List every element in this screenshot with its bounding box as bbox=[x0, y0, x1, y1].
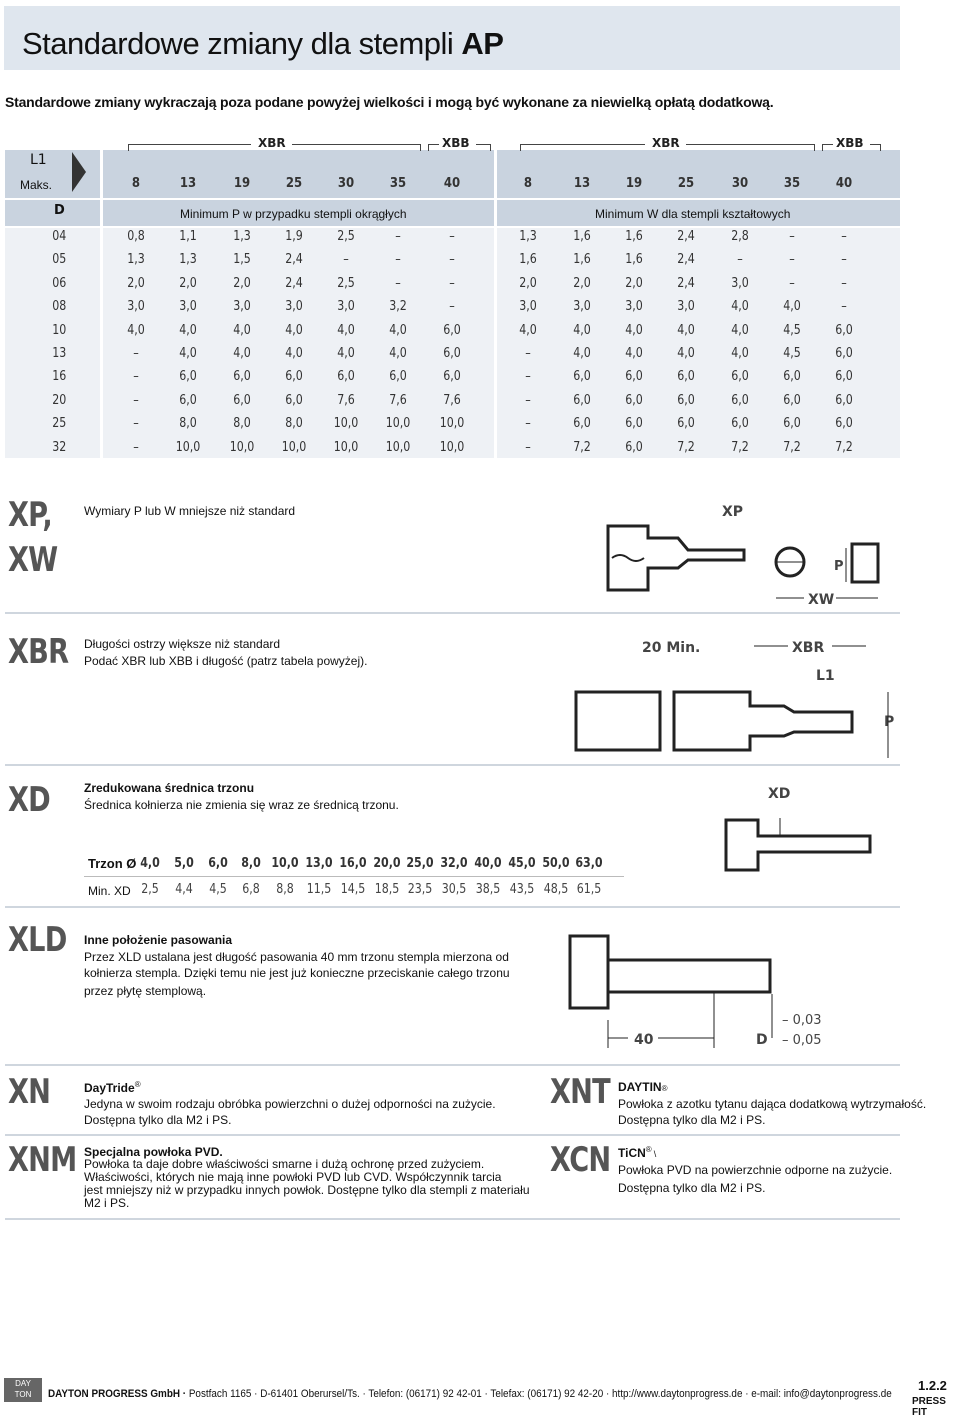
xn-line1: Jedyna w swoim rodzaju obróbka powierzchni o dużej odporności na zużycie. bbox=[84, 1097, 496, 1111]
xld-line1: Przez XLD ustalana jest długość pasowania 40 mm trzonu stempla mierzona od bbox=[84, 950, 509, 964]
left-value-cell: 6,0 bbox=[233, 392, 251, 408]
left-value-cell: 6,0 bbox=[443, 369, 461, 385]
l1-header-cell: 8 bbox=[131, 176, 141, 191]
fig-xw-label: XW bbox=[808, 592, 835, 608]
l1-header-cell: 13 bbox=[573, 176, 591, 191]
fig-d-label: D bbox=[756, 1032, 768, 1048]
min-xd-value: 11,5 bbox=[306, 882, 332, 897]
left-value-cell: 0,8 bbox=[127, 229, 145, 244]
xd-row-divider bbox=[84, 876, 624, 877]
trzon-value: 25,0 bbox=[406, 856, 435, 871]
fig-xd-label: XD bbox=[768, 786, 791, 802]
xd-figure bbox=[720, 778, 900, 878]
right-value-cell: 6,0 bbox=[783, 392, 801, 408]
min-xd-value: 30,5 bbox=[441, 882, 467, 897]
left-value-cell: 10,0 bbox=[333, 416, 359, 432]
xld-figure bbox=[560, 920, 900, 1052]
left-value-cell: 1,3 bbox=[233, 229, 251, 244]
xld-line3: przez płytę stemplową. bbox=[84, 984, 207, 998]
divider bbox=[5, 1134, 900, 1136]
right-value-cell: – bbox=[525, 369, 531, 385]
xbb-bracket-left bbox=[428, 144, 439, 151]
l1-header-cell: 30 bbox=[337, 176, 355, 191]
xcn-code: XCN bbox=[550, 1140, 611, 1180]
l1-header-cell: 19 bbox=[625, 176, 643, 191]
left-value-cell: – bbox=[395, 275, 401, 291]
left-value-cell: 4,0 bbox=[389, 322, 407, 338]
trzon-value: 16,0 bbox=[339, 856, 367, 871]
table-divider bbox=[100, 150, 103, 458]
left-value-cell: 4,0 bbox=[337, 322, 355, 338]
page-number: 1.2.2 bbox=[918, 1378, 947, 1393]
right-value-cell: 6,0 bbox=[783, 369, 801, 385]
xnt-line1: Powłoka z azotku tytanu dająca dodatkową wytrzymałość. bbox=[618, 1097, 927, 1111]
left-value-cell: 4,0 bbox=[337, 346, 355, 361]
right-value-cell: 1,6 bbox=[519, 252, 537, 268]
right-value-cell: 4,0 bbox=[573, 322, 591, 338]
left-value-cell: – bbox=[343, 252, 349, 268]
xd-title: Zredukowana średnica trzonu bbox=[84, 781, 255, 795]
l1-header-cell: 19 bbox=[233, 176, 251, 191]
d-value-cell: 32 bbox=[52, 439, 67, 455]
right-value-cell: 2,0 bbox=[519, 275, 537, 291]
left-value-cell: 8,0 bbox=[233, 416, 251, 432]
xbr-label: XBR bbox=[652, 136, 680, 150]
min-xd-label: Min. XD bbox=[88, 884, 131, 898]
l1-header-cell: 40 bbox=[443, 176, 461, 191]
right-value-cell: 1,6 bbox=[625, 229, 643, 244]
right-value-cell: – bbox=[525, 416, 531, 432]
right-caption: Minimum W dla stempli kształtowych bbox=[595, 207, 791, 221]
right-value-cell: 3,0 bbox=[731, 275, 749, 291]
left-value-cell: – bbox=[449, 252, 455, 268]
right-value-cell: – bbox=[789, 252, 795, 268]
left-value-cell: 10,0 bbox=[439, 439, 465, 455]
d-value-cell: 25 bbox=[52, 416, 67, 432]
trzon-value: 40,0 bbox=[474, 856, 502, 871]
right-value-cell: 6,0 bbox=[783, 416, 801, 432]
right-value-cell: 6,0 bbox=[835, 416, 853, 432]
d-value-cell: 20 bbox=[52, 392, 67, 408]
l1-header-cell: 30 bbox=[731, 176, 749, 191]
right-value-cell: 4,0 bbox=[783, 299, 801, 315]
right-value-cell: 7,2 bbox=[783, 439, 801, 455]
maks-label: Maks. bbox=[20, 178, 53, 192]
left-value-cell: 6,0 bbox=[389, 369, 407, 385]
left-value-cell: 6,0 bbox=[337, 369, 355, 385]
left-value-cell: 4,0 bbox=[389, 346, 407, 361]
left-value-cell: 2,4 bbox=[285, 275, 303, 291]
right-value-cell: 2,4 bbox=[677, 229, 695, 244]
right-value-cell: 7,2 bbox=[677, 439, 695, 455]
xn-line2: Dostępna tylko dla M2 i PS. bbox=[84, 1113, 232, 1127]
left-value-cell: 10,0 bbox=[281, 439, 307, 455]
right-value-cell: 3,0 bbox=[573, 299, 591, 315]
xbr-bracket-left bbox=[520, 144, 645, 151]
xn-code: XN bbox=[8, 1072, 51, 1112]
left-value-cell: 8,0 bbox=[285, 416, 303, 432]
d-value-cell: 04 bbox=[52, 229, 67, 244]
xld-code: XLD bbox=[8, 920, 67, 960]
l1-header-cell: 25 bbox=[677, 176, 695, 191]
right-value-cell: – bbox=[841, 252, 847, 268]
xp-text: Wymiary P lub W mniejsze niż standard bbox=[84, 504, 296, 518]
xnt-code: XNT bbox=[550, 1072, 610, 1112]
right-value-cell: 7,2 bbox=[731, 439, 749, 455]
xbr-bracket-right bbox=[686, 144, 815, 151]
left-value-cell: 6,0 bbox=[285, 392, 303, 408]
fig-l1-label: L1 bbox=[816, 668, 835, 684]
right-value-cell: 6,0 bbox=[625, 369, 643, 385]
fig-40-label: 40 bbox=[634, 1032, 654, 1048]
xbb-bracket-right bbox=[476, 144, 491, 151]
subtitle: Standardowe zmiany wykraczają poza podane powyżej wielkości i mogą być wykonane za niewielką opłatą dodatkową. bbox=[5, 94, 774, 110]
press-fit-label: PRESS FIT bbox=[912, 1396, 946, 1418]
right-value-cell: 4,0 bbox=[625, 346, 643, 361]
right-value-cell: 6,0 bbox=[835, 346, 853, 361]
fig-min-label: 20 Min. bbox=[642, 640, 701, 656]
dayton-logo: DAY TON bbox=[4, 1378, 42, 1402]
xnt-title: DAYTIN® bbox=[618, 1080, 668, 1094]
left-value-cell: 7,6 bbox=[337, 392, 355, 408]
xw-code: XW bbox=[8, 540, 58, 580]
min-xd-value: 38,5 bbox=[475, 882, 501, 897]
left-value-cell: – bbox=[133, 346, 139, 361]
left-value-cell: 6,0 bbox=[443, 346, 461, 361]
l1-header-cell: 8 bbox=[523, 176, 533, 191]
left-value-cell: 4,0 bbox=[233, 346, 251, 361]
left-value-cell: 4,0 bbox=[285, 346, 303, 361]
right-value-cell: 1,6 bbox=[625, 252, 643, 268]
min-xd-value: 23,5 bbox=[408, 882, 433, 897]
right-value-cell: 1,6 bbox=[573, 252, 591, 268]
right-value-cell: – bbox=[841, 229, 847, 244]
trzon-label: Trzon Ø bbox=[88, 856, 137, 871]
right-value-cell: 1,6 bbox=[573, 229, 591, 244]
table-divider bbox=[494, 150, 497, 458]
l1-header-cell: 40 bbox=[835, 176, 853, 191]
left-value-cell: 2,5 bbox=[337, 229, 355, 244]
right-value-cell: 6,0 bbox=[625, 392, 643, 408]
left-value-cell: – bbox=[395, 252, 401, 268]
right-value-cell: – bbox=[789, 275, 795, 291]
right-value-cell: 4,0 bbox=[573, 346, 591, 361]
divider bbox=[5, 1064, 900, 1066]
right-value-cell: 6,0 bbox=[731, 416, 749, 432]
left-value-cell: 10,0 bbox=[229, 439, 255, 455]
d-value-cell: 16 bbox=[52, 369, 67, 385]
left-value-cell: 3,0 bbox=[179, 299, 197, 315]
left-value-cell: – bbox=[395, 229, 401, 244]
table-divider bbox=[5, 198, 900, 200]
left-value-cell: 3,0 bbox=[337, 299, 355, 315]
fig-p-label: P bbox=[834, 559, 844, 574]
divider bbox=[5, 1218, 900, 1220]
left-value-cell: – bbox=[449, 299, 455, 315]
arrow-right-icon bbox=[72, 152, 86, 192]
min-xd-value: 48,5 bbox=[543, 882, 568, 897]
min-xd-value: 6,8 bbox=[242, 882, 261, 897]
right-value-cell: 4,0 bbox=[677, 322, 695, 338]
xd-code: XD bbox=[8, 780, 50, 820]
left-value-cell: 10,0 bbox=[385, 439, 411, 455]
right-value-cell: – bbox=[841, 275, 847, 291]
right-value-cell: 1,3 bbox=[519, 229, 537, 244]
left-value-cell: 6,0 bbox=[179, 369, 197, 385]
trzon-value: 45,0 bbox=[508, 856, 536, 871]
min-xd-value: 43,5 bbox=[509, 882, 535, 897]
xbb-label: XBB bbox=[442, 136, 470, 150]
d-value-cell: 06 bbox=[52, 275, 67, 291]
trzon-value: 10,0 bbox=[271, 856, 299, 871]
right-value-cell: 6,0 bbox=[835, 369, 853, 385]
min-xd-value: 18,5 bbox=[374, 882, 399, 897]
xbb-bracket-right bbox=[870, 144, 881, 151]
left-value-cell: 3,0 bbox=[285, 299, 303, 315]
left-value-cell: 6,0 bbox=[233, 369, 251, 385]
left-value-cell: – bbox=[449, 229, 455, 244]
xbb-label: XBB bbox=[836, 136, 864, 150]
l1-header-cell: 35 bbox=[389, 176, 407, 191]
fig-tol1: – 0,03 bbox=[782, 1013, 822, 1028]
left-value-cell: 10,0 bbox=[385, 416, 411, 432]
divider bbox=[5, 764, 900, 766]
xn-title: DayTride® bbox=[84, 1080, 141, 1095]
right-value-cell: 4,5 bbox=[783, 322, 801, 338]
left-value-cell: 7,6 bbox=[443, 392, 461, 408]
right-value-cell: – bbox=[525, 346, 531, 361]
xcn-line1: Powłoka PVD na powierzchnie odporne na zużycie. bbox=[618, 1163, 893, 1177]
trzon-value: 6,0 bbox=[207, 856, 228, 871]
d-value-cell: 08 bbox=[52, 299, 67, 315]
left-value-cell: 3,2 bbox=[389, 299, 407, 315]
min-xd-value: 4,5 bbox=[208, 882, 227, 897]
left-value-cell: 3,0 bbox=[233, 299, 251, 315]
xbr-bracket-right bbox=[292, 144, 421, 151]
d-value-cell: 10 bbox=[52, 322, 67, 338]
l1-header-cell: 13 bbox=[179, 176, 197, 191]
xp-code: XP, bbox=[8, 495, 52, 535]
right-value-cell: 2,0 bbox=[625, 275, 643, 291]
xbr-text: Podać XBR lub XBB i długość (patrz tabela powyżej). bbox=[84, 654, 368, 668]
min-xd-value: 61,5 bbox=[577, 882, 602, 897]
left-value-cell: 8,0 bbox=[179, 416, 197, 432]
xnm-title: Specjalna powłoka PVD. bbox=[84, 1145, 223, 1159]
right-value-cell: 6,0 bbox=[835, 392, 853, 408]
left-value-cell: 4,0 bbox=[285, 322, 303, 338]
xnm-line1: Powłoka ta daje dobre właściwości smarne i dużą ochronę przed zużyciem. bbox=[84, 1157, 485, 1171]
right-value-cell: 6,0 bbox=[625, 416, 643, 432]
right-value-cell: 3,0 bbox=[677, 299, 695, 315]
trzon-value: 63,0 bbox=[575, 856, 604, 871]
min-xd-value: 2,5 bbox=[141, 882, 159, 897]
right-value-cell: 4,0 bbox=[625, 322, 643, 338]
xd-text: Średnica kołnierza nie zmienia się wraz ze średnicą trzonu. bbox=[84, 798, 399, 812]
fig-tol2: – 0,05 bbox=[782, 1033, 822, 1048]
right-value-cell: 6,0 bbox=[677, 416, 695, 432]
footer-address: DAYTON PROGRESS GmbH · Postfach 1165 · D-61401 Oberursel/Ts. · Telefon: (06171) 92 42-01 · Telefax: (06171) 92 42-20 · http://www.daytonprogress.de · e-mail: info@daytonprogress.de bbox=[48, 1388, 892, 1400]
right-value-cell: – bbox=[789, 229, 795, 244]
xnt-line2: Dostępna tylko dla M2 i PS. bbox=[618, 1113, 766, 1127]
divider bbox=[5, 612, 900, 614]
l1-header-cell: 35 bbox=[783, 176, 801, 191]
d-value-cell: 13 bbox=[52, 346, 67, 361]
trzon-value: 4,0 bbox=[140, 856, 160, 871]
right-value-cell: 3,0 bbox=[519, 299, 537, 315]
left-value-cell: 4,0 bbox=[233, 322, 251, 338]
left-value-cell: 1,3 bbox=[179, 252, 197, 268]
right-value-cell: 4,0 bbox=[677, 346, 695, 361]
xcn-line2: Dostępna tylko dla M2 i PS. bbox=[618, 1181, 766, 1195]
left-value-cell: 10,0 bbox=[333, 439, 359, 455]
right-value-cell: 4,0 bbox=[731, 322, 749, 338]
xbr-bracket-left bbox=[128, 144, 251, 151]
left-value-cell: 1,9 bbox=[285, 229, 303, 244]
right-value-cell: 2,4 bbox=[677, 275, 695, 291]
xbr-title: Długości ostrzy większe niż standard bbox=[84, 637, 281, 651]
trzon-value: 13,0 bbox=[305, 856, 333, 871]
right-value-cell: 4,0 bbox=[519, 322, 537, 338]
left-caption: Minimum P w przypadku stempli okrągłych bbox=[180, 207, 407, 221]
left-value-cell: 7,6 bbox=[389, 392, 407, 408]
table-divider bbox=[5, 226, 900, 228]
right-value-cell: 2,8 bbox=[731, 229, 749, 244]
l1-header-cell: 25 bbox=[285, 176, 303, 191]
left-value-cell: 6,0 bbox=[179, 392, 197, 408]
l1-label: L1 bbox=[30, 152, 47, 168]
left-value-cell: 2,4 bbox=[285, 252, 303, 268]
left-value-cell: 6,0 bbox=[285, 369, 303, 385]
right-value-cell: 7,2 bbox=[573, 439, 591, 455]
right-value-cell: 6,0 bbox=[625, 439, 643, 455]
right-value-cell: 6,0 bbox=[677, 392, 695, 408]
trzon-value: 50,0 bbox=[541, 856, 570, 871]
xnm-line3: jest mniejszy niż w przypadku innych powłok. Dostępne tylko dla stempli z materiału bbox=[84, 1183, 530, 1197]
left-value-cell: 4,0 bbox=[179, 322, 197, 338]
left-value-cell: 2,0 bbox=[127, 275, 145, 291]
left-value-cell: – bbox=[449, 275, 455, 291]
right-value-cell: 6,0 bbox=[573, 369, 591, 385]
right-value-cell: – bbox=[737, 252, 743, 268]
trzon-value: 8,0 bbox=[241, 856, 262, 871]
trzon-value: 5,0 bbox=[174, 856, 194, 871]
trzon-value: 32,0 bbox=[440, 856, 468, 871]
left-value-cell: – bbox=[133, 439, 139, 455]
d-label: D bbox=[54, 203, 65, 218]
xbb-bracket-left bbox=[822, 144, 833, 151]
left-value-cell: 3,0 bbox=[127, 299, 145, 315]
xnm-line2: Właściwości, których nie mają inne powłoki PVD lub CVD. Współczynnik tarcia bbox=[84, 1170, 502, 1184]
xnm-line4: M2 i PS. bbox=[84, 1196, 130, 1210]
xbr-label: XBR bbox=[258, 136, 286, 150]
xbr-code: XBR bbox=[8, 632, 69, 672]
right-value-cell: 2,4 bbox=[677, 252, 695, 268]
left-value-cell: – bbox=[133, 369, 139, 385]
left-value-cell: 2,0 bbox=[179, 275, 197, 291]
right-value-cell: – bbox=[525, 439, 531, 455]
left-value-cell: 2,5 bbox=[337, 275, 355, 291]
xnm-code: XNM bbox=[8, 1140, 77, 1180]
min-xd-value: 4,4 bbox=[175, 882, 193, 897]
fig-xbr-label: XBR bbox=[792, 640, 825, 656]
right-value-cell: 4,0 bbox=[731, 346, 749, 361]
left-value-cell: 10,0 bbox=[175, 439, 201, 455]
trzon-value: 20,0 bbox=[372, 856, 401, 871]
right-value-cell: 6,0 bbox=[677, 369, 695, 385]
xp-figure bbox=[600, 498, 900, 610]
right-value-cell: 3,0 bbox=[625, 299, 643, 315]
right-value-cell: 2,0 bbox=[573, 275, 591, 291]
left-value-cell: 10,0 bbox=[439, 416, 465, 432]
fig-xp-label: XP bbox=[722, 504, 744, 520]
left-value-cell: 6,0 bbox=[443, 322, 461, 338]
xcn-title: TiCN® \ bbox=[618, 1145, 657, 1160]
min-xd-value: 8,8 bbox=[276, 882, 294, 897]
left-value-cell: 1,3 bbox=[127, 252, 145, 268]
left-value-cell: 4,0 bbox=[179, 346, 197, 361]
left-value-cell: – bbox=[133, 392, 139, 408]
left-value-cell: 2,0 bbox=[233, 275, 251, 291]
right-value-cell: – bbox=[525, 392, 531, 408]
right-value-cell: 6,0 bbox=[835, 322, 853, 338]
right-value-cell: 6,0 bbox=[731, 369, 749, 385]
left-value-cell: 4,0 bbox=[127, 322, 145, 338]
page-title: Standardowe zmiany dla stempli AP bbox=[22, 26, 504, 61]
right-value-cell: 6,0 bbox=[731, 392, 749, 408]
right-value-cell: 6,0 bbox=[573, 416, 591, 432]
min-xd-value: 14,5 bbox=[340, 882, 366, 897]
right-value-cell: 7,2 bbox=[835, 439, 853, 455]
fig-p-label: P bbox=[884, 714, 895, 730]
left-value-cell: – bbox=[133, 416, 139, 432]
right-value-cell: 4,5 bbox=[783, 346, 801, 361]
xbr-figure bbox=[570, 632, 900, 762]
right-value-cell: 6,0 bbox=[573, 392, 591, 408]
xld-title: Inne położenie pasowania bbox=[84, 933, 233, 947]
divider bbox=[5, 906, 900, 908]
d-value-cell: 05 bbox=[52, 252, 67, 268]
left-value-cell: 1,5 bbox=[233, 252, 251, 268]
right-value-cell: – bbox=[841, 299, 847, 315]
xld-line2: kołnierza stempla. Dzięki temu nie jest już konieczne przeciskanie całego trzonu bbox=[84, 966, 510, 980]
right-value-cell: 4,0 bbox=[731, 299, 749, 315]
left-value-cell: 1,1 bbox=[179, 229, 197, 244]
